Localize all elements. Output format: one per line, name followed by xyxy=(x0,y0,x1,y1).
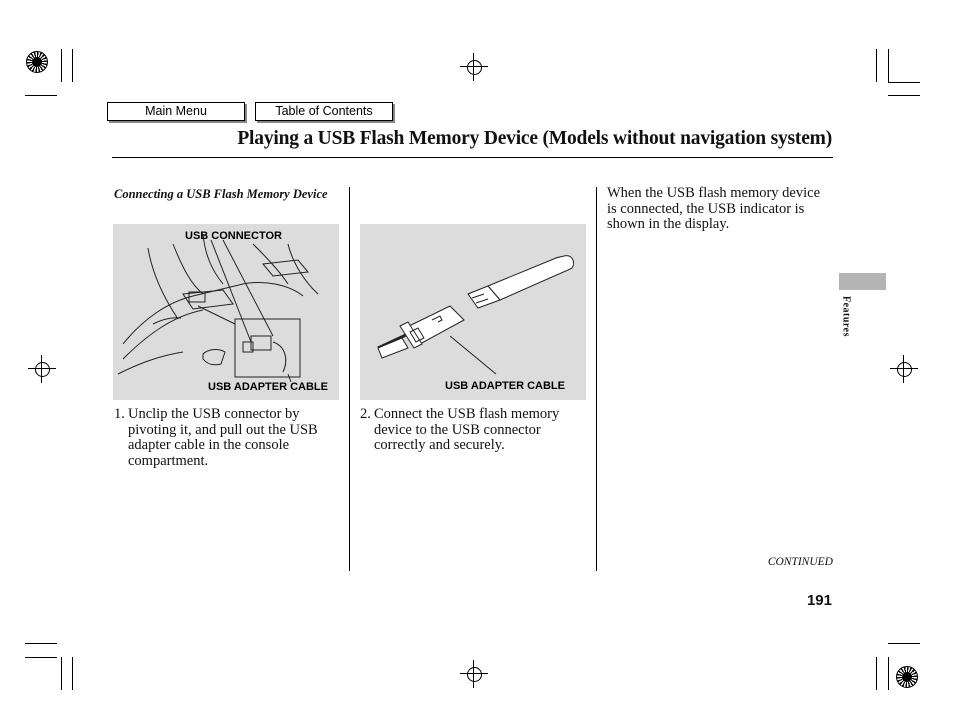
flash-drive-figure xyxy=(360,224,586,400)
section-tab-label: Features xyxy=(840,295,852,338)
step-text-line: device to the USB connector xyxy=(374,421,541,438)
flash-drive-illustration xyxy=(360,224,586,400)
console-figure xyxy=(113,224,339,400)
registration-target-icon xyxy=(26,51,48,73)
usb-adapter-cable-label: USB ADAPTER CABLE xyxy=(208,381,328,393)
step-number: 1. xyxy=(114,406,125,422)
step-text-line: adapter cable in the console xyxy=(128,437,290,453)
crosshair-icon xyxy=(28,355,56,383)
step-number: 2. xyxy=(360,406,371,422)
crosshair-icon xyxy=(890,355,918,383)
usb-indicator-paragraph xyxy=(607,186,837,233)
paragraph-line: When the USB flash memory device xyxy=(607,185,821,201)
crosshair-icon xyxy=(460,660,488,688)
crosshair-icon xyxy=(460,53,488,81)
step-text-line: Connect the USB flash memory xyxy=(374,406,560,422)
step-text-line: Unclip the USB connector by xyxy=(128,406,300,422)
page-number: 191 xyxy=(806,592,832,609)
page-title: Playing a USB Flash Memory Device (Models without navigation system) xyxy=(237,128,832,149)
console-illustration xyxy=(113,224,339,400)
step-text-line: compartment. xyxy=(128,452,209,469)
step-1 xyxy=(114,407,344,471)
column-divider xyxy=(349,187,350,571)
registration-target-icon xyxy=(896,666,918,688)
continued-label: CONTINUED xyxy=(767,556,833,568)
paragraph-line: is connected, the USB indicator is xyxy=(607,200,805,217)
usb-adapter-cable-label: USB ADAPTER CABLE xyxy=(445,380,565,392)
main-menu-button[interactable]: Main Menu xyxy=(107,102,245,121)
usb-connector-label: USB CONNECTOR xyxy=(185,230,282,242)
column-divider xyxy=(596,187,597,571)
step-text-line: pivoting it, and pull out the USB xyxy=(128,421,318,438)
title-divider xyxy=(112,157,833,158)
paragraph-line: shown in the display. xyxy=(607,216,730,232)
table-of-contents-button[interactable]: Table of Contents xyxy=(255,102,393,121)
step-2 xyxy=(360,407,590,457)
step-text-line: correctly and securely. xyxy=(374,437,505,453)
section-subheading: Connecting a USB Flash Memory Device xyxy=(114,187,328,201)
